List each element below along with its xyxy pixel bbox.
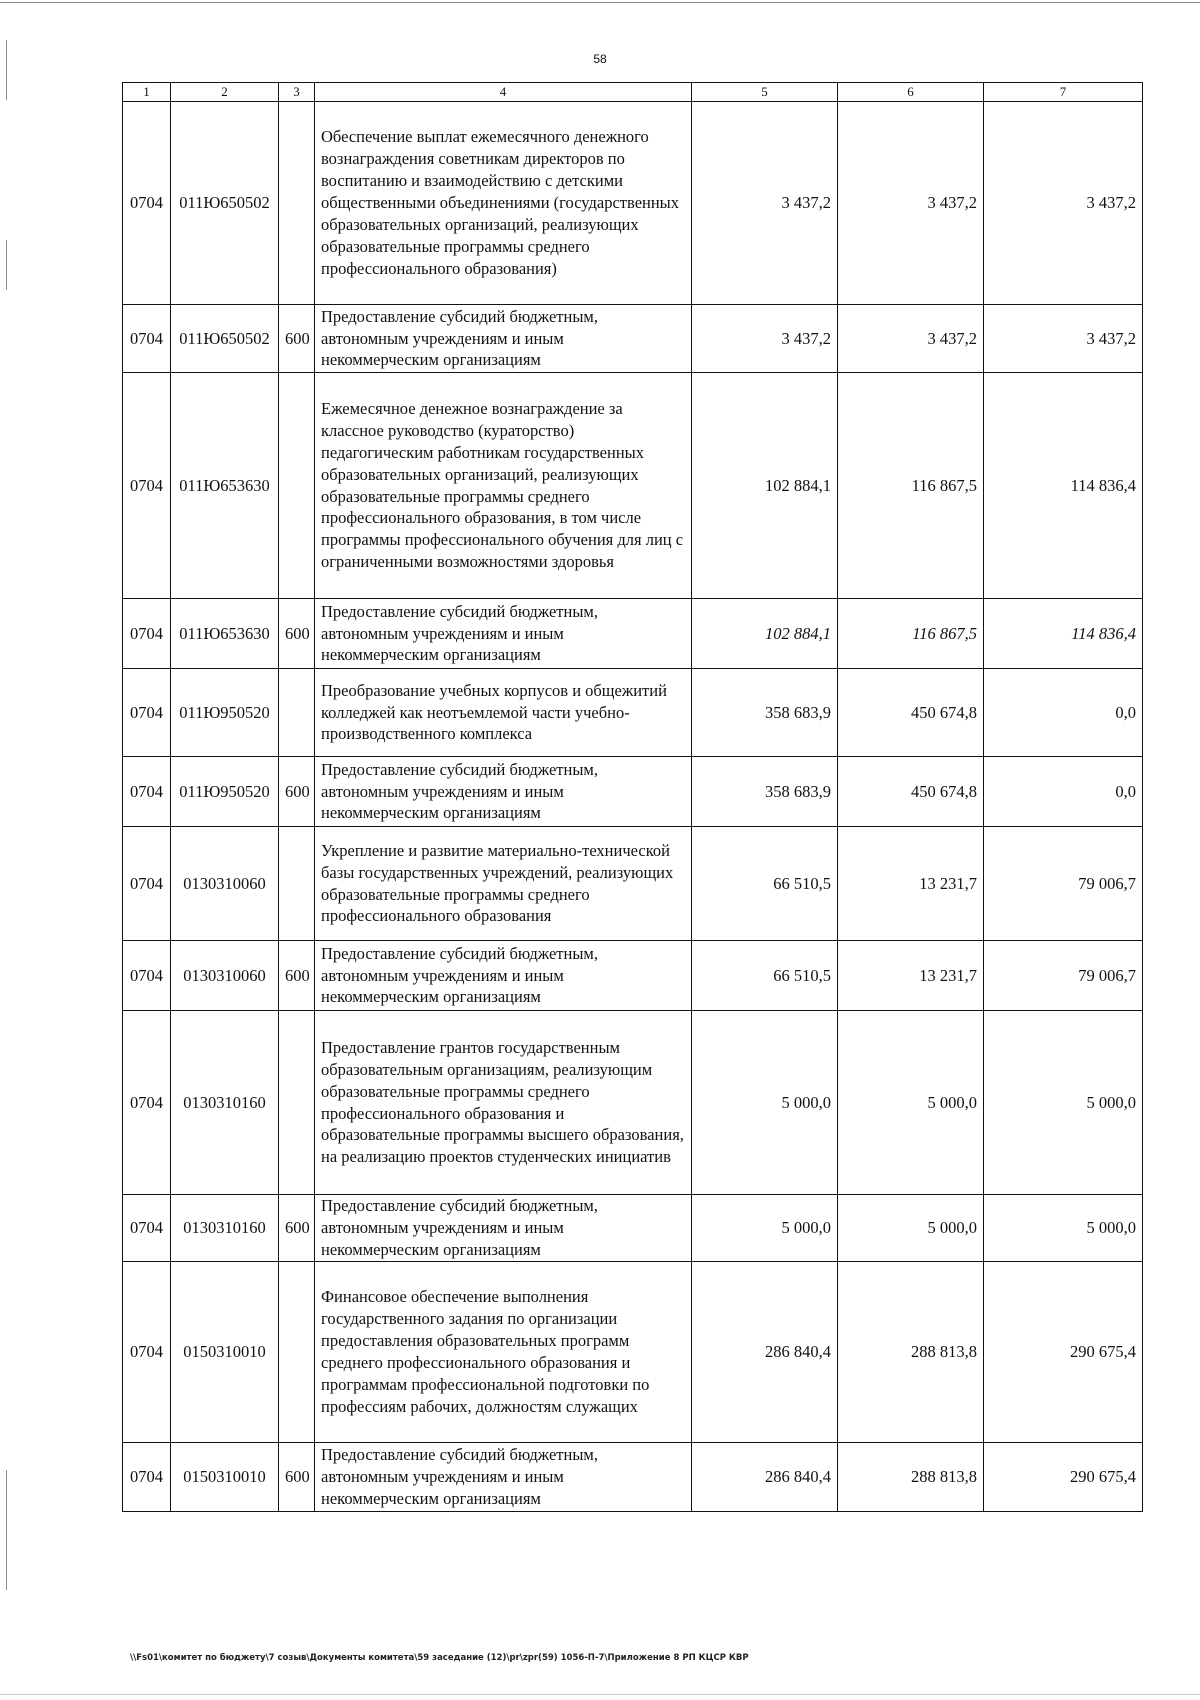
target-article-code: 0130310060	[171, 827, 279, 941]
expense-type-code	[279, 827, 315, 941]
table-row	[123, 305, 1143, 373]
table-row	[123, 102, 1143, 305]
row-description: Обеспечение выплат ежемесячного денежного вознаграждения советникам директоров по воспитанию и взаимодействию с детскими общественными объединениями (государственных образовательных организаций, реализующих образовательные программы среднего профессионального образования)	[315, 102, 692, 305]
amount-year-3: 79 006,7	[984, 827, 1143, 941]
expense-type-code: 600	[279, 599, 315, 669]
scan-left-mark	[6, 1470, 7, 1590]
amount-year-3: 0,0	[984, 757, 1143, 827]
section-code: 0704	[123, 373, 171, 599]
target-article-code: 0130310160	[171, 1195, 279, 1262]
amount-year-2: 5 000,0	[838, 1011, 984, 1195]
budget-table	[122, 82, 1143, 1512]
amount-year-3: 5 000,0	[984, 1011, 1143, 1195]
column-header: 1	[123, 83, 171, 102]
target-article-code: 0130310160	[171, 1011, 279, 1195]
amount-year-2: 5 000,0	[838, 1195, 984, 1262]
section-code: 0704	[123, 669, 171, 757]
amount-year-3: 0,0	[984, 669, 1143, 757]
scan-bottom-edge	[0, 1694, 1200, 1695]
target-article-code: 011Ю653630	[171, 373, 279, 599]
amount-year-3: 3 437,2	[984, 102, 1143, 305]
amount-year-2: 288 813,8	[838, 1261, 984, 1442]
amount-year-2: 450 674,8	[838, 669, 984, 757]
expense-type-code: 600	[279, 1442, 315, 1511]
table-row	[123, 1261, 1143, 1442]
scan-top-edge	[0, 2, 1200, 3]
row-description: Предоставление субсидий бюджетным, автономным учреждениям и иным некоммерческим организациям	[315, 941, 692, 1011]
row-description: Ежемесячное денежное вознаграждение за классное руководство (кураторство) педагогическим работникам государственных образовательных организаций, реализующих образовательные программы среднего профессионального образования, в том числе программы профессионального обучения для лиц с ограниченными возможностями здоровья	[315, 373, 692, 599]
amount-year-3: 290 675,4	[984, 1442, 1143, 1511]
amount-year-1: 102 884,1	[692, 599, 838, 669]
amount-year-1: 102 884,1	[692, 373, 838, 599]
table-row	[123, 1011, 1143, 1195]
row-description: Предоставление субсидий бюджетным, автономным учреждениям и иным некоммерческим организациям	[315, 1195, 692, 1262]
amount-year-1: 5 000,0	[692, 1195, 838, 1262]
amount-year-2: 3 437,2	[838, 102, 984, 305]
amount-year-3: 79 006,7	[984, 941, 1143, 1011]
amount-year-1: 66 510,5	[692, 941, 838, 1011]
amount-year-2: 116 867,5	[838, 599, 984, 669]
column-header: 4	[315, 83, 692, 102]
section-code: 0704	[123, 757, 171, 827]
file-path-footer: \\Fs01\комитет по бюджету\7 созыв\Документы комитета\59 заседание (12)\pr\zpr(59) 1056-П-7\Приложение 8 РП КЦСР КВР	[130, 1653, 749, 1663]
amount-year-3: 3 437,2	[984, 305, 1143, 373]
amount-year-2: 3 437,2	[838, 305, 984, 373]
expense-type-code	[279, 669, 315, 757]
section-code: 0704	[123, 827, 171, 941]
row-description: Предоставление субсидий бюджетным, автономным учреждениям и иным некоммерческим организациям	[315, 1442, 692, 1511]
amount-year-1: 358 683,9	[692, 757, 838, 827]
row-description: Предоставление субсидий бюджетным, автономным учреждениям и иным некоммерческим организациям	[315, 757, 692, 827]
row-description: Предоставление грантов государственным образовательным организациям, реализующим образовательные программы среднего профессионального образования и образовательные программы высшего образования, на реализацию проектов студенческих инициатив	[315, 1011, 692, 1195]
amount-year-3: 290 675,4	[984, 1261, 1143, 1442]
scan-left-mark	[6, 40, 7, 100]
column-header: 3	[279, 83, 315, 102]
target-article-code: 011Ю650502	[171, 305, 279, 373]
target-article-code: 011Ю950520	[171, 757, 279, 827]
row-description: Финансовое обеспечение выполнения государственного задания по организации предоставления образовательных программ среднего профессионального образования и программам профессиональной подготовки по профессиям рабочих, должностям служащих	[315, 1261, 692, 1442]
section-code: 0704	[123, 305, 171, 373]
amount-year-2: 450 674,8	[838, 757, 984, 827]
section-code: 0704	[123, 599, 171, 669]
expense-type-code: 600	[279, 757, 315, 827]
section-code: 0704	[123, 1261, 171, 1442]
row-description: Предоставление субсидий бюджетным, автономным учреждениям и иным некоммерческим организациям	[315, 599, 692, 669]
target-article-code: 011Ю653630	[171, 599, 279, 669]
table-row	[123, 1442, 1143, 1511]
scan-left-mark	[6, 240, 7, 290]
expense-type-code	[279, 1261, 315, 1442]
table-row	[123, 1195, 1143, 1262]
table-row	[123, 373, 1143, 599]
amount-year-1: 358 683,9	[692, 669, 838, 757]
row-description: Предоставление субсидий бюджетным, автономным учреждениям и иным некоммерческим организациям	[315, 305, 692, 373]
amount-year-1: 3 437,2	[692, 102, 838, 305]
section-code: 0704	[123, 941, 171, 1011]
table-row	[123, 827, 1143, 941]
expense-type-code: 600	[279, 305, 315, 373]
section-code: 0704	[123, 1011, 171, 1195]
amount-year-1: 286 840,4	[692, 1261, 838, 1442]
target-article-code: 011Ю950520	[171, 669, 279, 757]
table-row	[123, 757, 1143, 827]
amount-year-1: 3 437,2	[692, 305, 838, 373]
expense-type-code	[279, 373, 315, 599]
expense-type-code	[279, 1011, 315, 1195]
target-article-code: 0150310010	[171, 1442, 279, 1511]
row-description: Преобразование учебных корпусов и общежитий колледжей как неотъемлемой части учебно-производственного комплекса	[315, 669, 692, 757]
expense-type-code	[279, 102, 315, 305]
amount-year-1: 5 000,0	[692, 1011, 838, 1195]
amount-year-2: 116 867,5	[838, 373, 984, 599]
section-code: 0704	[123, 1195, 171, 1262]
column-number-row	[123, 83, 1143, 102]
amount-year-2: 13 231,7	[838, 941, 984, 1011]
expense-type-code: 600	[279, 1195, 315, 1262]
section-code: 0704	[123, 1442, 171, 1511]
row-description: Укрепление и развитие материально-технической базы государственных учреждений, реализующих образовательные программы среднего профессионального образования	[315, 827, 692, 941]
amount-year-3: 114 836,4	[984, 373, 1143, 599]
amount-year-2: 13 231,7	[838, 827, 984, 941]
amount-year-3: 5 000,0	[984, 1195, 1143, 1262]
target-article-code: 0150310010	[171, 1261, 279, 1442]
section-code: 0704	[123, 102, 171, 305]
amount-year-2: 288 813,8	[838, 1442, 984, 1511]
column-header: 2	[171, 83, 279, 102]
table-row	[123, 669, 1143, 757]
table-row	[123, 599, 1143, 669]
column-header: 6	[838, 83, 984, 102]
amount-year-3: 114 836,4	[984, 599, 1143, 669]
table-row	[123, 941, 1143, 1011]
column-header: 7	[984, 83, 1143, 102]
page-number: 58	[593, 52, 607, 66]
target-article-code: 011Ю650502	[171, 102, 279, 305]
amount-year-1: 286 840,4	[692, 1442, 838, 1511]
amount-year-1: 66 510,5	[692, 827, 838, 941]
column-header: 5	[692, 83, 838, 102]
expense-type-code: 600	[279, 941, 315, 1011]
target-article-code: 0130310060	[171, 941, 279, 1011]
